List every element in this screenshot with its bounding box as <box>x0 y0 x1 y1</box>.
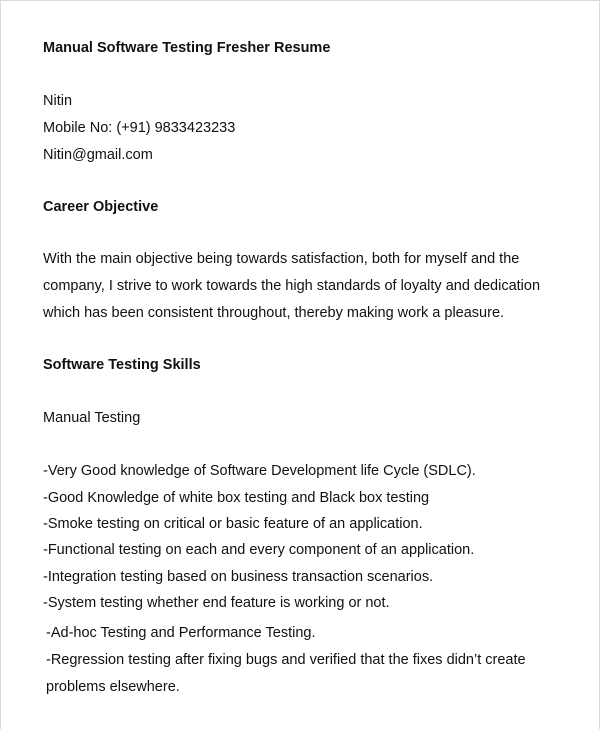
skills-subheading: Manual Testing <box>43 410 141 426</box>
document-title: Manual Software Testing Fresher Resume <box>43 40 331 56</box>
skills-heading: Software Testing Skills <box>43 357 201 373</box>
skill-item: -System testing whether end feature is working or not. <box>43 595 390 611</box>
contact-email: Nitin@gmail.com <box>43 147 153 163</box>
skill-item: -Functional testing on each and every component of an application. <box>43 542 475 558</box>
contact-name: Nitin <box>43 93 73 109</box>
career-objective-line: company, I strive to work towards the high standards of loyalty and dedication <box>43 278 541 294</box>
career-objective-line: which has been consistent throughout, thereby making work a pleasure. <box>43 305 505 321</box>
skill-item: -Smoke testing on critical or basic feature of an application. <box>43 516 423 532</box>
skill-item-continuation: problems elsewhere. <box>46 679 180 695</box>
contact-mobile: Mobile No: (+91) 9833423233 <box>43 120 236 136</box>
skill-item: -Good Knowledge of white box testing and Black box testing <box>43 490 430 506</box>
skill-item: -Regression testing after fixing bugs and verified that the fixes didn’t create <box>46 652 526 668</box>
skill-item: -Ad-hoc Testing and Performance Testing. <box>46 625 316 641</box>
career-objective-line: With the main objective being towards satisfaction, both for myself and the <box>43 251 520 267</box>
skill-item: -Integration testing based on business transaction scenarios. <box>43 569 434 585</box>
career-objective-heading: Career Objective <box>43 199 159 215</box>
skill-item: -Very Good knowledge of Software Development life Cycle (SDLC). <box>43 463 476 479</box>
